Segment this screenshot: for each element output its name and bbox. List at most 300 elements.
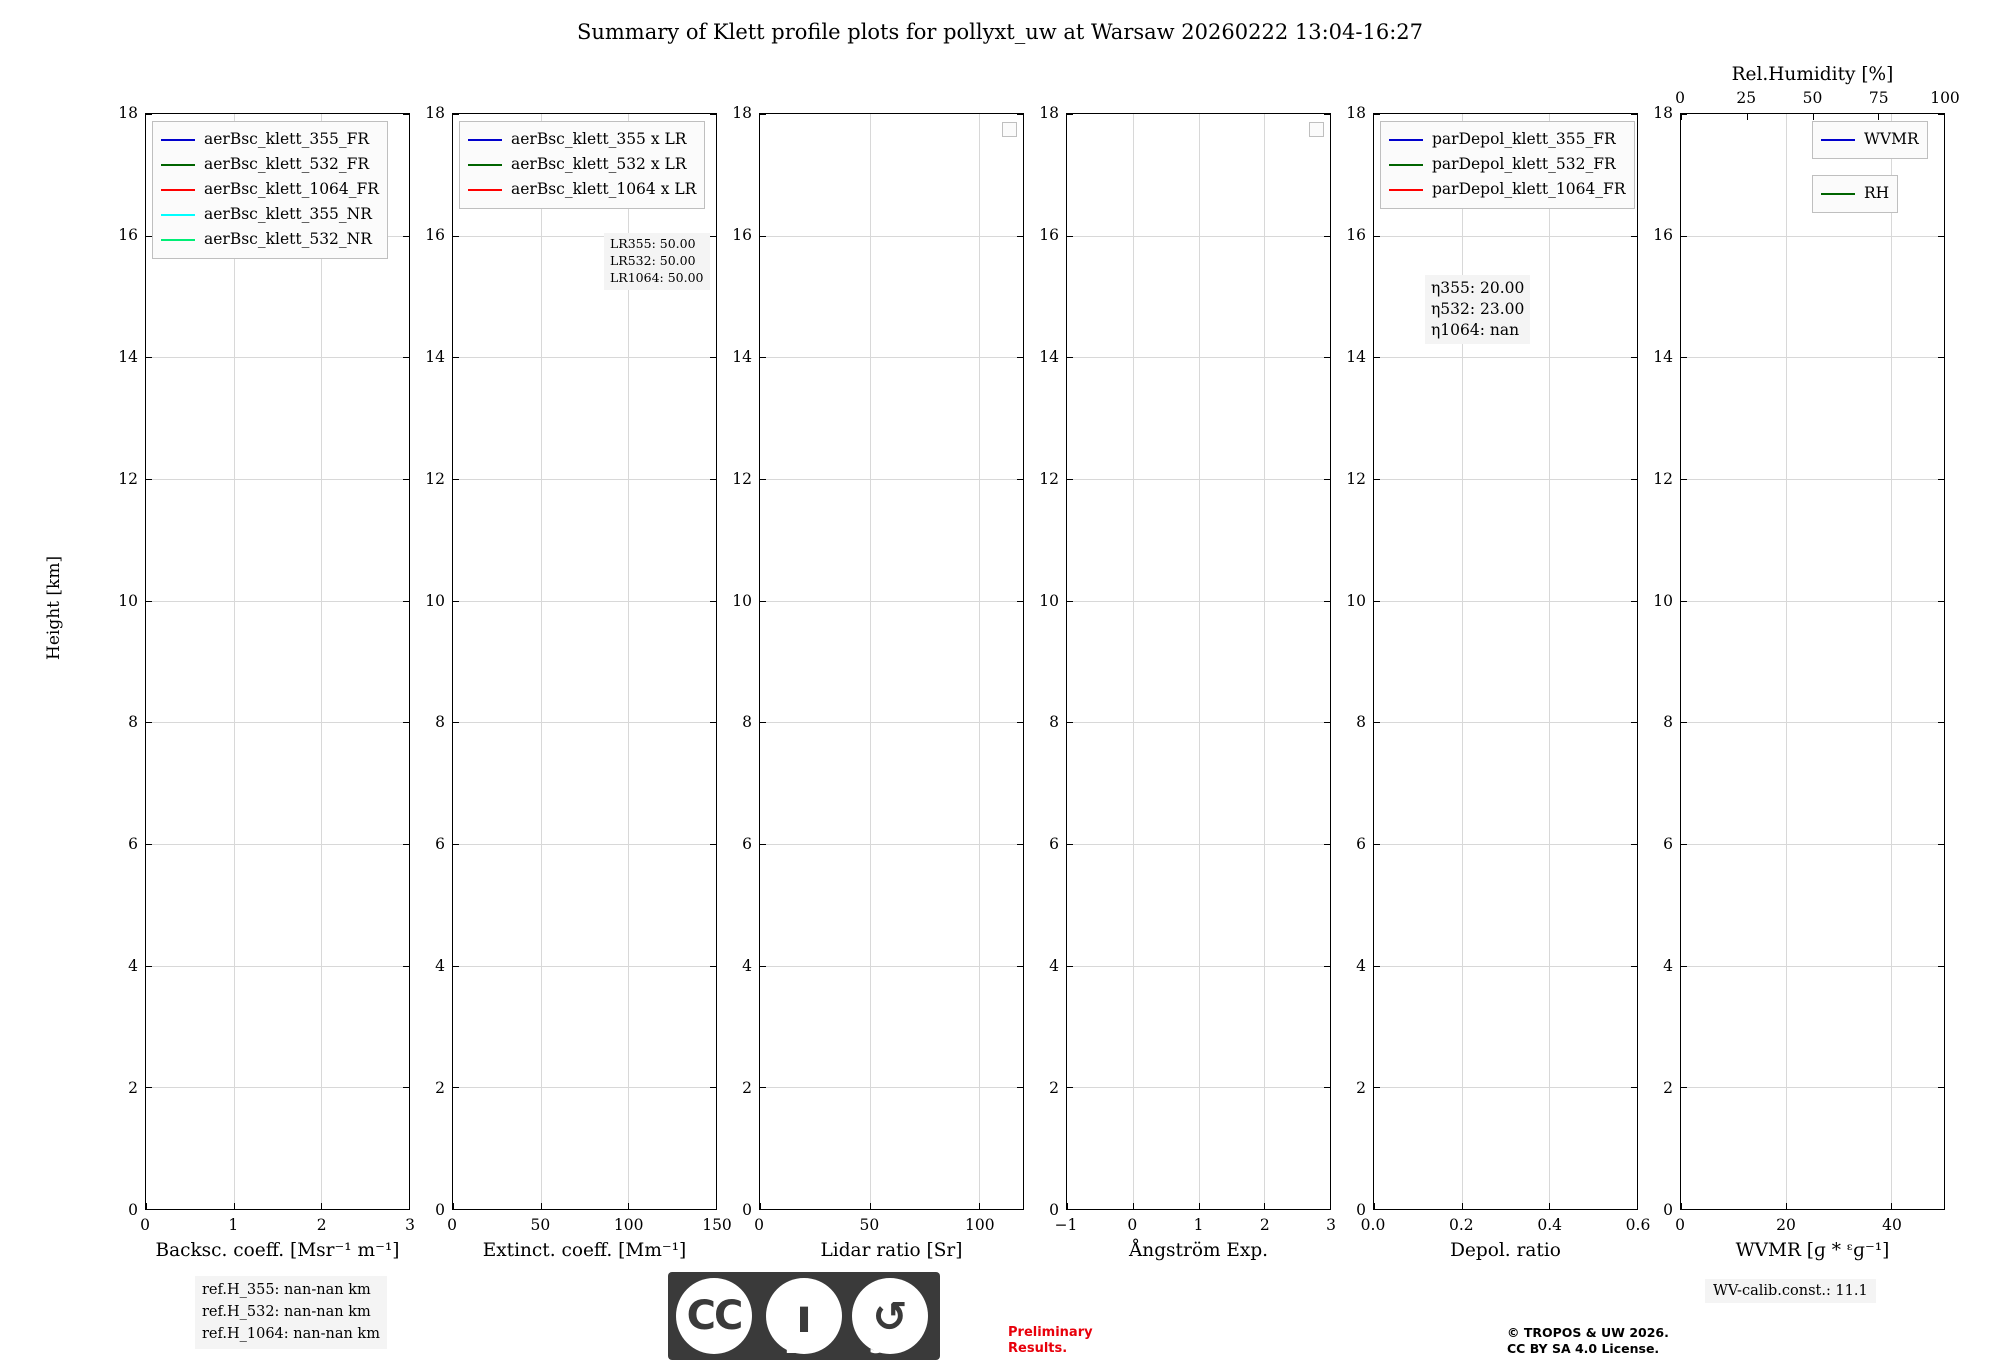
line-swatch-icon <box>468 164 502 166</box>
legend-label: aerBsc_klett_532_NR <box>204 229 372 248</box>
legend-item <box>468 152 696 177</box>
gridline-vertical <box>321 114 322 1209</box>
x-tick-label-top: 0 <box>1675 89 1685 107</box>
y-tick <box>1938 1209 1944 1210</box>
x-tick-label: 0.2 <box>1449 1216 1474 1234</box>
y-tick <box>1017 966 1023 967</box>
x-tick-label: 50 <box>859 1216 880 1234</box>
y-tick <box>1631 601 1637 602</box>
y-tick-label: 12 <box>118 469 138 488</box>
y-tick-label: 8 <box>1663 713 1673 732</box>
y-tick <box>1017 236 1023 237</box>
gridline-horizontal <box>1374 357 1637 358</box>
y-tick-label: 14 <box>118 347 138 366</box>
x-tick <box>1330 1203 1331 1209</box>
y-tick <box>1681 236 1687 237</box>
legend-label: WVMR <box>1864 129 1919 148</box>
y-tick <box>710 357 716 358</box>
y-tick-label: 2 <box>742 1079 752 1098</box>
y-tick <box>403 601 409 602</box>
x-axis-title-backscatter: Backsc. coeff. [Msr⁻¹ m⁻¹] <box>155 1240 400 1261</box>
y-tick <box>760 844 766 845</box>
x-tick <box>146 1203 147 1209</box>
legend-backscatter[interactable] <box>152 121 388 259</box>
x-tick <box>628 1203 629 1209</box>
legend-item <box>161 202 379 227</box>
x-tick-label-top: 25 <box>1736 89 1757 107</box>
x-tick-label: 0.6 <box>1625 1216 1651 1234</box>
y-tick <box>760 722 766 723</box>
y-tick <box>1017 722 1023 723</box>
gridline-horizontal <box>453 601 716 602</box>
y-tick <box>710 1209 716 1210</box>
y-tick <box>1324 722 1330 723</box>
y-tick <box>1374 357 1380 358</box>
y-tick <box>710 844 716 845</box>
y-tick <box>403 236 409 237</box>
y-tick <box>760 1209 766 1210</box>
y-tick-label: 16 <box>732 225 752 244</box>
y-tick <box>1067 1087 1073 1088</box>
y-tick <box>1017 844 1023 845</box>
x-axis-title-lidar-ratio: Lidar ratio [Sr] <box>820 1240 963 1261</box>
gridline-horizontal <box>1681 1087 1944 1088</box>
line-swatch-icon <box>468 139 502 141</box>
y-tick <box>1324 1087 1330 1088</box>
legend-item <box>468 177 696 202</box>
gridline-vertical <box>1786 114 1787 1209</box>
gridline-vertical <box>1133 114 1134 1209</box>
subplot-depol-ratio <box>1346 104 1651 1261</box>
y-tick-label: 6 <box>1663 835 1673 854</box>
x-tick <box>1133 1203 1134 1209</box>
y-tick-label: 16 <box>425 225 445 244</box>
annotation-line: η532: 23.00 <box>1431 299 1525 318</box>
legend-rh[interactable] <box>1812 175 1898 213</box>
y-tick <box>1938 357 1944 358</box>
wv-calib-const-box: WV-calib.const.: 11.1 <box>1705 1279 1876 1303</box>
y-tick <box>1324 601 1330 602</box>
gridline-horizontal <box>146 357 409 358</box>
y-tick <box>403 114 409 115</box>
empty-legend-box[interactable] <box>1309 122 1324 137</box>
y-tick <box>146 1209 152 1210</box>
lidar-ratio-annotation <box>604 233 710 290</box>
legend-item <box>161 152 379 177</box>
legend-label: RH <box>1864 183 1890 202</box>
x-tick <box>1374 1203 1375 1209</box>
x-tick-label: 2 <box>316 1216 327 1234</box>
legend-item <box>1389 127 1626 152</box>
y-tick <box>760 966 766 967</box>
y-tick-label: 18 <box>118 104 138 122</box>
gridline-horizontal <box>146 601 409 602</box>
y-tick-label: 0 <box>742 1201 752 1219</box>
gridline-vertical <box>870 114 871 1209</box>
copyright-note <box>1507 1325 1669 1358</box>
gridline-horizontal <box>1681 236 1944 237</box>
x-tick-label: 0.0 <box>1360 1216 1386 1234</box>
y-tick-label: 12 <box>1039 469 1059 488</box>
y-tick <box>1067 236 1073 237</box>
x-tick-label: 0.4 <box>1537 1216 1562 1234</box>
y-tick-label: 2 <box>128 1079 138 1098</box>
x-tick-top <box>1944 114 1945 120</box>
gridline-horizontal <box>146 844 409 845</box>
y-tick <box>1631 479 1637 480</box>
y-tick <box>1067 722 1073 723</box>
gridline-horizontal <box>1681 844 1944 845</box>
y-tick <box>1681 601 1687 602</box>
y-tick-label: 10 <box>1039 591 1059 610</box>
y-tick <box>1631 1209 1637 1210</box>
x-tick-label: 100 <box>613 1216 644 1234</box>
y-tick-label: 4 <box>1049 957 1059 976</box>
legend-label: aerBsc_klett_355 x LR <box>511 129 687 148</box>
x-tick-label: −1 <box>1054 1216 1078 1234</box>
y-tick <box>146 479 152 480</box>
y-tick <box>1067 479 1073 480</box>
x-tick-label: 0 <box>140 1216 150 1234</box>
y-tick <box>1681 1209 1687 1210</box>
y-tick <box>1631 236 1637 237</box>
legend-label: aerBsc_klett_355_FR <box>204 129 370 148</box>
y-tick <box>1631 1087 1637 1088</box>
x-tick <box>321 1203 322 1209</box>
y-tick <box>403 1087 409 1088</box>
gridline-vertical <box>1199 114 1200 1209</box>
legend-label: aerBsc_klett_532_FR <box>204 154 370 173</box>
y-tick-label: 6 <box>742 835 752 854</box>
y-tick-label: 6 <box>1356 835 1366 854</box>
y-tick <box>453 236 459 237</box>
y-tick <box>1324 357 1330 358</box>
y-tick-label: 14 <box>425 347 445 366</box>
x-tick-top <box>1747 114 1748 120</box>
subplot-backscatter <box>118 104 415 1261</box>
y-tick <box>1938 236 1944 237</box>
y-tick-label: 10 <box>1653 591 1673 610</box>
y-tick-label: 14 <box>1346 347 1366 366</box>
y-tick-label: 8 <box>128 713 138 732</box>
y-tick <box>403 966 409 967</box>
x-tick <box>1891 1203 1892 1209</box>
y-tick <box>1017 114 1023 115</box>
y-tick <box>1324 966 1330 967</box>
y-tick <box>760 114 766 115</box>
eta-annotation <box>1425 275 1530 344</box>
legend-item <box>161 177 379 202</box>
gridline-horizontal <box>453 1087 716 1088</box>
gridline-horizontal <box>146 1087 409 1088</box>
y-tick <box>1681 844 1687 845</box>
gridline-horizontal <box>760 1087 1023 1088</box>
y-tick <box>403 357 409 358</box>
gridline-horizontal <box>1681 479 1944 480</box>
preliminary-line-1: Preliminary <box>1008 1325 1093 1340</box>
line-swatch-icon <box>1389 164 1423 166</box>
gridline-horizontal <box>1374 601 1637 602</box>
x-tick <box>541 1203 542 1209</box>
preliminary-results-note <box>1008 1325 1093 1358</box>
x-tick-label: 3 <box>1326 1216 1336 1234</box>
y-tick-label: 8 <box>742 713 752 732</box>
y-tick <box>1631 114 1637 115</box>
y-tick <box>1938 722 1944 723</box>
line-swatch-icon <box>1821 193 1855 195</box>
y-tick <box>710 114 716 115</box>
y-tick <box>146 357 152 358</box>
y-tick-label: 18 <box>1346 104 1366 122</box>
y-tick <box>453 1087 459 1088</box>
subplot-extinction <box>425 104 732 1261</box>
x-tick <box>979 1203 980 1209</box>
y-tick <box>1324 114 1330 115</box>
plot-area-angstroem <box>1066 113 1331 1210</box>
y-tick <box>1067 601 1073 602</box>
y-tick-label: 8 <box>1356 713 1366 732</box>
gridline-horizontal <box>453 844 716 845</box>
y-tick-label: 6 <box>1049 835 1059 854</box>
x-tick-label: 0 <box>1675 1216 1685 1234</box>
gridline-horizontal <box>1681 357 1944 358</box>
cc-icon: CC <box>676 1278 752 1354</box>
gridline-vertical <box>1264 114 1265 1209</box>
legend-extinction[interactable] <box>459 121 705 209</box>
x-tick <box>453 1203 454 1209</box>
y-tick <box>1067 966 1073 967</box>
y-tick <box>453 601 459 602</box>
x-tick-label: 1 <box>1193 1216 1204 1234</box>
y-tick-label: 10 <box>425 591 445 610</box>
x-tick-label-top: 75 <box>1868 89 1889 107</box>
x-tick <box>1549 1203 1550 1209</box>
y-tick <box>1374 114 1380 115</box>
x-tick-label: 0 <box>754 1216 764 1234</box>
y-tick <box>403 844 409 845</box>
annotation-line: η1064: nan <box>1431 320 1520 339</box>
x-tick <box>1786 1203 1787 1209</box>
y-tick <box>1938 966 1944 967</box>
y-tick-label: 16 <box>1653 225 1673 244</box>
annotation-line: LR355: 50.00 <box>610 236 696 251</box>
y-tick-label: 16 <box>118 225 138 244</box>
gridline-horizontal <box>453 722 716 723</box>
y-tick <box>1324 844 1330 845</box>
y-tick-label: 18 <box>732 104 752 122</box>
gridline-horizontal <box>1374 479 1637 480</box>
y-tick <box>760 1087 766 1088</box>
y-tick-label: 8 <box>1049 713 1059 732</box>
y-tick-label: 12 <box>425 469 445 488</box>
x-axis-title-angstroem: Ångström Exp. <box>1128 1240 1269 1261</box>
empty-legend-box[interactable] <box>1002 122 1017 137</box>
x-tick-top <box>1681 114 1682 120</box>
line-swatch-icon <box>1389 139 1423 141</box>
y-tick <box>760 357 766 358</box>
y-tick <box>1374 479 1380 480</box>
y-tick <box>1017 601 1023 602</box>
y-tick <box>710 966 716 967</box>
gridline-horizontal <box>1681 601 1944 602</box>
y-tick <box>146 1087 152 1088</box>
y-tick <box>760 601 766 602</box>
y-tick <box>403 1209 409 1210</box>
y-tick <box>1681 357 1687 358</box>
x-tick <box>1067 1203 1068 1209</box>
y-tick <box>1374 1087 1380 1088</box>
x-tick <box>234 1203 235 1209</box>
y-tick-label: 2 <box>435 1079 445 1098</box>
x-tick <box>760 1203 761 1209</box>
y-tick <box>146 844 152 845</box>
ref-height-1064: ref.H_1064: nan-nan km <box>202 1325 380 1342</box>
y-tick-label: 12 <box>732 469 752 488</box>
legend-item <box>468 127 696 152</box>
x-tick <box>870 1203 871 1209</box>
copyright-line-2: CC BY SA 4.0 License. <box>1507 1341 1660 1357</box>
y-tick-label: 2 <box>1356 1079 1366 1098</box>
legend-item <box>161 127 379 152</box>
x-axis-title-wvmr: WVMR [ɡ * ᵋɡ⁻¹] <box>1735 1240 1890 1261</box>
line-swatch-icon <box>161 164 195 166</box>
y-tick <box>1374 1209 1380 1210</box>
ref-height-532: ref.H_532: nan-nan km <box>202 1303 371 1320</box>
legend-label: aerBsc_klett_1064_FR <box>204 179 379 198</box>
gridline-horizontal <box>760 479 1023 480</box>
x-axis-title-depol-ratio: Depol. ratio <box>1450 1240 1561 1261</box>
gridline-horizontal <box>760 844 1023 845</box>
y-tick <box>1681 479 1687 480</box>
page-title: Summary of Klett profile plots for pollyxt_uw at Warsaw 20260222 13:04-16:27 <box>576 20 1424 44</box>
y-tick <box>453 479 459 480</box>
y-tick <box>453 966 459 967</box>
y-tick <box>1938 479 1944 480</box>
x-tick <box>1199 1203 1200 1209</box>
annotation-line: LR532: 50.00 <box>610 252 696 268</box>
y-tick <box>1681 966 1687 967</box>
y-tick-label: 2 <box>1663 1079 1673 1098</box>
y-tick-label: 14 <box>732 347 752 366</box>
legend-wvmr[interactable] <box>1812 121 1928 159</box>
line-swatch-icon <box>161 139 195 141</box>
gridline-horizontal <box>453 479 716 480</box>
y-tick <box>403 479 409 480</box>
y-tick-label: 4 <box>435 957 445 976</box>
y-tick-label: 12 <box>1653 469 1673 488</box>
y-tick-label: 14 <box>1039 347 1059 366</box>
x-tick <box>1681 1203 1682 1209</box>
y-tick-label: 0 <box>128 1201 138 1219</box>
y-tick <box>710 601 716 602</box>
y-tick-label: 16 <box>1346 225 1366 244</box>
ref-height-355: ref.H_355: nan-nan km <box>202 1282 371 1298</box>
y-tick-label: 4 <box>1356 957 1366 976</box>
y-tick <box>1324 1209 1330 1210</box>
subplot-lidar-ratio <box>732 104 1024 1261</box>
x-tick <box>1462 1203 1463 1209</box>
annotation-line: LR1064: 50.00 <box>610 269 704 285</box>
y-tick <box>1681 1087 1687 1088</box>
gridline-horizontal <box>1374 844 1637 845</box>
legend-label: aerBsc_klett_355_NR <box>204 204 372 223</box>
subplot-wvmr <box>1653 64 1960 1261</box>
x-tick-label: 0 <box>447 1216 457 1234</box>
y-tick <box>453 114 459 115</box>
legend-label: parDepol_klett_355_FR <box>1432 129 1616 148</box>
y-tick <box>1374 844 1380 845</box>
y-tick <box>453 722 459 723</box>
x-axis-title-extinction: Extinct. coeff. [Mm⁻¹] <box>482 1240 687 1261</box>
gridline-horizontal <box>760 722 1023 723</box>
x-tick <box>716 1203 717 1209</box>
y-axis-title: Height [km] <box>44 555 64 660</box>
gridline-horizontal <box>760 357 1023 358</box>
x-tick-label: 0 <box>1127 1216 1138 1234</box>
gridline-horizontal <box>760 601 1023 602</box>
gridline-horizontal <box>146 479 409 480</box>
y-tick <box>1067 114 1073 115</box>
y-tick-label: 4 <box>128 957 138 976</box>
legend-item <box>1821 181 1889 206</box>
legend-item <box>161 227 379 252</box>
y-tick-label: 10 <box>118 591 138 610</box>
y-tick <box>760 479 766 480</box>
gridline-horizontal <box>1681 966 1944 967</box>
line-swatch-icon <box>1389 189 1423 191</box>
plot-area-wvmr <box>1680 113 1945 1210</box>
gridline-horizontal <box>1374 236 1637 237</box>
y-tick-label: 6 <box>128 835 138 854</box>
y-tick <box>1374 601 1380 602</box>
gridline-horizontal <box>453 357 716 358</box>
legend-item <box>1389 152 1626 177</box>
legend-item <box>1821 127 1919 152</box>
y-tick <box>1374 966 1380 967</box>
y-tick <box>1067 1209 1073 1210</box>
share-alike-icon: ↺ <box>852 1278 928 1354</box>
y-tick <box>710 479 716 480</box>
y-tick <box>1631 722 1637 723</box>
y-tick-label: 10 <box>1346 591 1366 610</box>
gridline-horizontal <box>1374 1087 1637 1088</box>
subplot-angstroem <box>1039 104 1336 1261</box>
legend-item <box>1389 177 1626 202</box>
x-tick-label: 1 <box>228 1216 239 1234</box>
x-tick-top <box>1813 114 1814 120</box>
cc-by-caption: BY <box>785 1334 814 1358</box>
y-tick-label: 18 <box>1039 104 1059 122</box>
cc-sa-caption: SA <box>869 1334 899 1358</box>
y-tick-label: 18 <box>1653 104 1673 122</box>
x-tick-label: 2 <box>1259 1216 1270 1234</box>
legend-label: parDepol_klett_532_FR <box>1432 154 1616 173</box>
plot-area-lidar-ratio <box>759 113 1024 1210</box>
gridline-horizontal <box>1374 966 1637 967</box>
legend-label: parDepol_klett_1064_FR <box>1432 179 1626 198</box>
y-tick <box>146 114 152 115</box>
y-tick-label: 14 <box>1653 347 1673 366</box>
y-tick-label: 0 <box>1356 1201 1366 1219</box>
x-tick-label-top: 100 <box>1930 89 1960 107</box>
gridline-horizontal <box>146 966 409 967</box>
line-swatch-icon <box>161 239 195 241</box>
y-tick-label: 12 <box>1346 469 1366 488</box>
y-tick <box>760 236 766 237</box>
legend-depol-ratio[interactable] <box>1380 121 1635 209</box>
gridline-vertical <box>1549 114 1550 1209</box>
x-tick-label: 50 <box>530 1216 551 1234</box>
